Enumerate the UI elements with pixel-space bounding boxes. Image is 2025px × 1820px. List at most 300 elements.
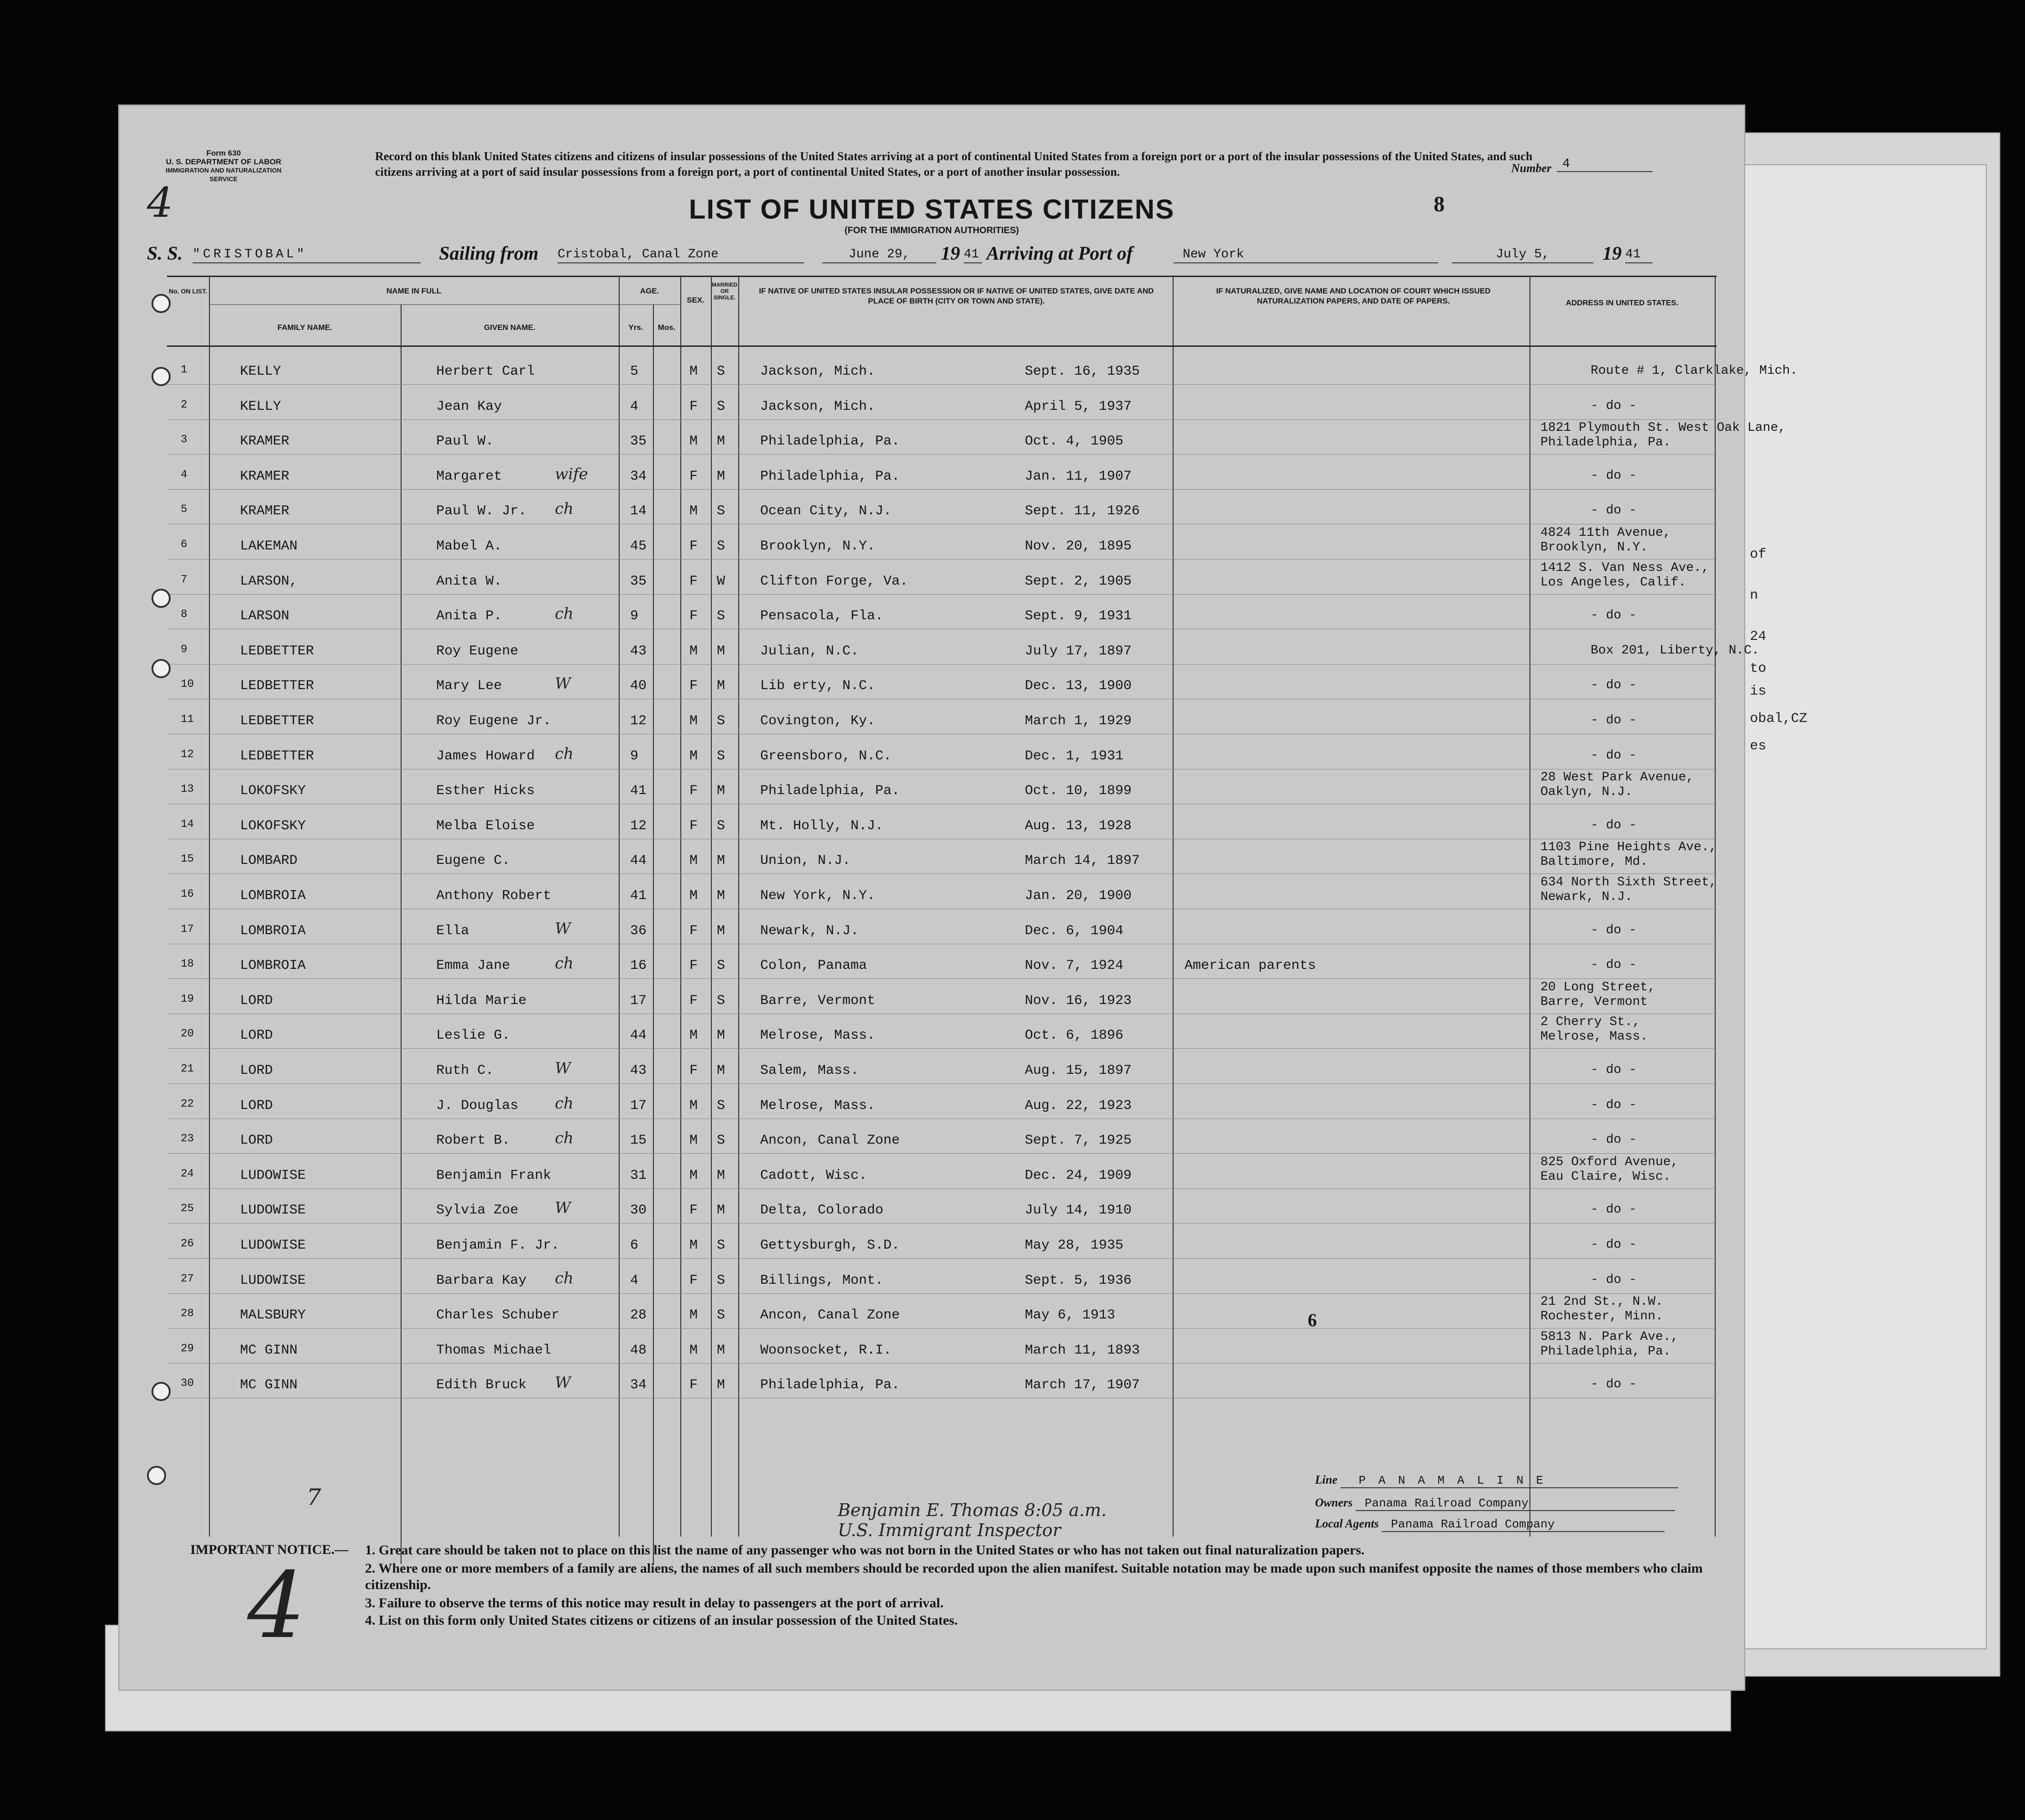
- notice-item-1: 1. Great care should be taken not to place on this list the name of any passenger who was not born in the United States or who has not taken out final naturalization papers.: [365, 1543, 1365, 1558]
- table-row: [167, 839, 1717, 874]
- birth-date: May 28, 1935: [1025, 1238, 1124, 1253]
- address: [1572, 1063, 1637, 1077]
- header-given: GIVEN NAME.: [484, 323, 536, 332]
- sex: M: [689, 434, 698, 450]
- age-years: 31: [630, 1167, 647, 1183]
- marital-status: M: [717, 1203, 725, 1219]
- sex: F: [689, 1377, 698, 1393]
- handwritten-note: ch: [555, 1269, 574, 1287]
- sex: F: [689, 1203, 698, 1219]
- sex: F: [689, 1063, 698, 1078]
- birth-place: Ancon, Canal Zone: [760, 1133, 900, 1149]
- page-title: LIST OF UNITED STATES CITIZENS: [689, 194, 1175, 225]
- marital-status: S: [717, 748, 725, 764]
- age-years: 16: [630, 958, 647, 974]
- marital-status: S: [717, 1098, 725, 1114]
- address: [1540, 1155, 1678, 1184]
- side-fragment: 24: [1750, 629, 1767, 644]
- big-handwritten-number: 4: [247, 1553, 306, 1659]
- given-name: Charles Schuber: [436, 1307, 560, 1323]
- marital-status: M: [717, 1167, 725, 1183]
- row-number: 18: [181, 958, 194, 971]
- address-line-1: 1412 S. Van Ness Ave.,: [1540, 560, 1709, 575]
- table-row: [167, 1189, 1717, 1224]
- birth-place: Colon, Panama: [760, 958, 867, 974]
- marital-status: S: [717, 503, 725, 519]
- family-name: KRAMER: [240, 434, 290, 450]
- address-line-1: - do -: [1591, 1272, 1637, 1287]
- address-line-1: - do -: [1591, 713, 1637, 727]
- agents-value: Panama Railroad Company: [1382, 1517, 1665, 1532]
- sailing-date: June 29,: [822, 247, 936, 263]
- arriving-label: Arriving at Port of: [986, 243, 1133, 264]
- arriving-year: 41: [1625, 247, 1653, 263]
- birth-date: July 14, 1910: [1025, 1203, 1132, 1219]
- table-row: [167, 1329, 1717, 1364]
- address-line-1: 634 North Sixth Street,: [1540, 875, 1717, 889]
- table-row: [167, 664, 1717, 699]
- address-line-1: 2 Cherry St.,: [1540, 1015, 1640, 1030]
- marital-status: M: [717, 434, 725, 450]
- family-name: LEDBETTER: [240, 643, 314, 659]
- age-years: 14: [630, 503, 647, 519]
- header-age: AGE.: [640, 287, 659, 295]
- age-years: 12: [630, 818, 647, 834]
- table-row: [167, 525, 1717, 560]
- age-years: 45: [630, 539, 647, 554]
- sex: F: [689, 678, 698, 694]
- address: [1572, 503, 1637, 518]
- address-line-1: - do -: [1591, 958, 1637, 973]
- birth-place: New York, N.Y.: [760, 888, 876, 904]
- marital-status: S: [717, 608, 725, 624]
- birth-date: Aug. 15, 1897: [1025, 1063, 1132, 1078]
- given-name: Hilda Marie: [436, 993, 527, 1009]
- handwritten-note: ch: [555, 1129, 574, 1148]
- birth-date: Sept. 11, 1926: [1025, 503, 1140, 519]
- address-line-1: Box 201, Liberty, N.C.: [1591, 643, 1759, 658]
- punch-hole: [147, 1466, 166, 1485]
- handwritten-note: W: [555, 1199, 571, 1218]
- address: [1572, 399, 1637, 413]
- age-years: 28: [630, 1307, 647, 1323]
- handwritten-note: wife: [555, 465, 588, 483]
- address-line-1: - do -: [1591, 678, 1637, 693]
- notice-item-3: 3. Failure to observe the terms of this notice may result in delay to passengers at the port of arrival.: [365, 1595, 944, 1611]
- given-name: Paul W.: [436, 434, 494, 450]
- birth-date: Aug. 22, 1923: [1025, 1098, 1132, 1114]
- arriving-year-prefix: 19: [1602, 243, 1622, 264]
- given-name: Sylvia Zoe: [436, 1203, 519, 1219]
- row-number: 21: [181, 1063, 194, 1075]
- address-line-1: - do -: [1591, 818, 1637, 832]
- sex: M: [689, 1167, 698, 1183]
- address: [1572, 923, 1637, 938]
- family-name: KRAMER: [240, 503, 290, 519]
- address: [1540, 980, 1655, 1009]
- age-years: 36: [630, 923, 647, 939]
- birth-place: Philadelphia, Pa.: [760, 1377, 900, 1393]
- birth-date: April 5, 1937: [1025, 398, 1132, 414]
- address-line-1: - do -: [1591, 503, 1637, 518]
- birth-place: Covington, Ky.: [760, 713, 876, 729]
- address: [1572, 1133, 1637, 1147]
- header-yrs: Yrs.: [628, 323, 643, 332]
- family-name: LORD: [240, 1028, 273, 1044]
- birth-date: Jan. 20, 1900: [1025, 888, 1132, 904]
- marital-status: M: [717, 1377, 725, 1393]
- birth-date: March 14, 1897: [1025, 853, 1140, 869]
- table-row: [167, 979, 1717, 1014]
- handwritten-note: ch: [555, 744, 574, 763]
- punch-hole: [151, 1382, 171, 1401]
- given-name: J. Douglas: [436, 1098, 519, 1114]
- address-line-1: - do -: [1591, 608, 1637, 623]
- row-number: 7: [181, 573, 188, 586]
- table-row: [167, 1259, 1717, 1294]
- given-name: Ruth C.: [436, 1063, 494, 1078]
- age-years: 5: [630, 364, 639, 379]
- row-number: 22: [181, 1098, 194, 1110]
- address-line-2: Eau Claire, Wisc.: [1540, 1169, 1671, 1184]
- header-naturalized: IF NATURALIZED, GIVE NAME AND LOCATION OF COURT WHICH ISSUED NATURALIZATION PAPERS, AND DATE OF PAPERS.: [1216, 287, 1491, 305]
- birth-place: Mt. Holly, N.J.: [760, 818, 884, 834]
- arriving-port: New York: [1174, 247, 1438, 263]
- header-name-in-full: NAME IN FULL: [386, 287, 441, 295]
- birth-place: Billings, Mont.: [760, 1272, 884, 1288]
- address-line-1: 28 West Park Avenue,: [1540, 770, 1694, 785]
- sex: F: [689, 818, 698, 834]
- punch-hole: [151, 294, 171, 313]
- family-name: LEDBETTER: [240, 748, 314, 764]
- given-name: Edith Bruck: [436, 1377, 527, 1393]
- table-row: [167, 805, 1717, 839]
- handwritten-note: ch: [555, 954, 574, 973]
- age-years: 9: [630, 608, 639, 624]
- marital-status: M: [717, 1063, 725, 1078]
- marital-status: M: [717, 468, 725, 484]
- marital-status: M: [717, 1342, 725, 1358]
- age-years: 44: [630, 1028, 647, 1044]
- table-row: [167, 1014, 1717, 1049]
- age-years: 15: [630, 1133, 647, 1149]
- birth-date: Oct. 6, 1896: [1025, 1028, 1124, 1044]
- birth-date: Dec. 6, 1904: [1025, 923, 1124, 939]
- table-row: [167, 769, 1717, 804]
- side-fragment: obal,CZ: [1750, 711, 1808, 727]
- side-fragment: es: [1750, 738, 1767, 754]
- handwritten-note: W: [555, 1059, 571, 1077]
- address: [1540, 770, 1694, 800]
- marital-status: M: [717, 923, 725, 939]
- sex: M: [689, 1238, 698, 1253]
- page-six-mark: 6: [1308, 1310, 1317, 1330]
- sex: M: [689, 364, 698, 379]
- row-number: 25: [181, 1203, 194, 1215]
- address-line-1: - do -: [1591, 748, 1637, 763]
- birth-date: Nov. 20, 1895: [1025, 539, 1132, 554]
- row-number: 10: [181, 678, 194, 691]
- header-no: No. ON LIST.: [169, 288, 207, 295]
- sex: M: [689, 1098, 698, 1114]
- birth-place: Greensboro, N.C.: [760, 748, 892, 764]
- sex: M: [689, 853, 698, 869]
- age-years: 9: [630, 748, 639, 764]
- family-name: MC GINN: [240, 1377, 298, 1393]
- header-birth: IF NATIVE OF UNITED STATES INSULAR POSSESSION OR IF NATIVE OF UNITED STATES, GIVE DATE AND PLACE OF BIRTH (CITY OR TOWN AND STATE).: [759, 287, 1154, 305]
- marital-status: S: [717, 818, 725, 834]
- sex: F: [689, 539, 698, 554]
- birth-date: March 11, 1893: [1025, 1342, 1140, 1358]
- age-years: 12: [630, 713, 647, 729]
- address-line-1: - do -: [1591, 1098, 1637, 1112]
- row-number: 15: [181, 853, 194, 866]
- row-number: 3: [181, 434, 188, 446]
- sex: F: [689, 608, 698, 624]
- sex: F: [689, 993, 698, 1009]
- address: [1572, 643, 1759, 658]
- sailing-label: Sailing from: [439, 243, 539, 264]
- row-number: 11: [181, 713, 194, 726]
- address-line-1: 1103 Pine Heights Ave.,: [1540, 840, 1717, 855]
- table-row: [167, 1364, 1717, 1398]
- given-name: Anthony Robert: [436, 888, 552, 904]
- side-handwritten-number: 4: [147, 179, 173, 227]
- address: [1572, 713, 1637, 728]
- family-name: LOMBARD: [240, 853, 298, 869]
- row-number: 20: [181, 1028, 194, 1041]
- sex: M: [689, 1133, 698, 1149]
- age-years: 4: [630, 398, 639, 414]
- age-years: 17: [630, 1098, 647, 1114]
- owners-info: Owners Panama Railroad Company: [1315, 1496, 1675, 1511]
- birth-place: Delta, Colorado: [760, 1203, 884, 1219]
- handwritten-note: ch: [555, 1094, 574, 1113]
- birth-place: Newark, N.J.: [760, 923, 859, 939]
- row-number: 16: [181, 888, 194, 900]
- page-subtitle: (FOR THE IMMIGRATION AUTHORITIES): [844, 225, 1019, 235]
- table-row: [167, 420, 1786, 455]
- birth-place: Brooklyn, N.Y.: [760, 539, 876, 554]
- given-name: Benjamin F. Jr.: [436, 1238, 560, 1253]
- address-line-2: Newark, N.J.: [1540, 890, 1633, 904]
- birth-place: Ancon, Canal Zone: [760, 1307, 900, 1323]
- given-name: Benjamin Frank: [436, 1167, 552, 1183]
- marital-status: W: [717, 573, 725, 589]
- age-years: 48: [630, 1342, 647, 1358]
- row-number: 13: [181, 783, 194, 796]
- birth-date: Sept. 16, 1935: [1025, 364, 1140, 379]
- address: [1540, 526, 1671, 555]
- agents-info: Local Agents Panama Railroad Company: [1315, 1517, 1665, 1532]
- given-name: Anita P.: [436, 608, 502, 624]
- address: [1540, 840, 1717, 869]
- line-info: Line P A N A M A L I N E: [1315, 1473, 1678, 1488]
- row-number: 29: [181, 1342, 194, 1355]
- birth-place: Gettysburgh, S.D.: [760, 1238, 900, 1253]
- sailing-from: Cristobal, Canal Zone: [558, 247, 804, 263]
- family-name: LARSON,: [240, 573, 298, 589]
- given-name: Mabel A.: [436, 539, 502, 554]
- family-name: LUDOWISE: [240, 1167, 306, 1183]
- marital-status: M: [717, 643, 725, 659]
- table-row: [167, 490, 1717, 524]
- family-name: KELLY: [240, 398, 282, 414]
- table-row: [167, 630, 1759, 664]
- address: [1540, 421, 1786, 450]
- age-years: 35: [630, 434, 647, 450]
- birth-date: March 17, 1907: [1025, 1377, 1140, 1393]
- marital-status: S: [717, 1238, 725, 1253]
- address: [1572, 818, 1637, 833]
- form-identifier: Form 630 U. S. DEPARTMENT OF LABOR IMMIGRATION AND NATURALIZATION SERVICE: [166, 149, 282, 183]
- given-name: Paul W. Jr.: [436, 503, 527, 519]
- family-name: MC GINN: [240, 1342, 298, 1358]
- address: [1572, 1377, 1637, 1392]
- birth-date: May 6, 1913: [1025, 1307, 1116, 1323]
- address-line-2: Barre, Vermont: [1540, 994, 1648, 1009]
- header-family: FAMILY NAME.: [277, 323, 332, 332]
- address-line-1: - do -: [1591, 468, 1637, 483]
- sex: M: [689, 1307, 698, 1323]
- sex: M: [689, 503, 698, 519]
- address-line-2: Oaklyn, N.J.: [1540, 785, 1633, 800]
- ss-label: S. S.: [147, 243, 183, 264]
- marital-status: M: [717, 1028, 725, 1044]
- underlying-sheet-2: [1729, 164, 1987, 1649]
- address: [1540, 1015, 1648, 1044]
- marital-status: M: [717, 678, 725, 694]
- handwritten-note: W: [555, 1374, 571, 1392]
- family-name: KELLY: [240, 364, 282, 379]
- marital-status: S: [717, 364, 725, 379]
- family-name: LORD: [240, 1133, 273, 1149]
- address-line-1: 1821 Plymouth St. West Oak Lane,: [1540, 421, 1786, 435]
- birth-place: Philadelphia, Pa.: [760, 434, 900, 450]
- address-line-1: Route # 1, Clarklake, Mich.: [1591, 364, 1798, 378]
- given-name: Thomas Michael: [436, 1342, 552, 1358]
- row-number: 8: [181, 608, 188, 621]
- row-number: 6: [181, 539, 188, 551]
- age-years: 41: [630, 783, 647, 799]
- marital-status: M: [717, 853, 725, 869]
- notice-item-2: 2. Where one or more members of a family are aliens, the names of all such members should be recorded upon the alien manifest. Suitable notation may be made upon such manifest opposite the names of those members who claim citizenship.: [365, 1561, 1703, 1592]
- given-name: Esther Hicks: [436, 783, 535, 799]
- sex: M: [689, 713, 698, 729]
- header-sex: SEX.: [687, 296, 705, 304]
- sex: F: [689, 958, 698, 974]
- age-years: 40: [630, 678, 647, 694]
- birth-date: March 1, 1929: [1025, 713, 1132, 729]
- birth-place: Jackson, Mich.: [760, 364, 876, 379]
- age-years: 41: [630, 888, 647, 904]
- address-line-2: Brooklyn, N.Y.: [1540, 540, 1648, 554]
- table-row: [167, 385, 1717, 420]
- given-name: James Howard: [436, 748, 535, 764]
- age-years: 43: [630, 643, 647, 659]
- address-line-1: 825 Oxford Avenue,: [1540, 1155, 1679, 1169]
- birth-date: Dec. 1, 1931: [1025, 748, 1124, 764]
- given-name: Mary Lee: [436, 678, 502, 694]
- birth-date: Jan. 11, 1907: [1025, 468, 1132, 484]
- age-years: 4: [630, 1272, 639, 1288]
- address-line-2: Philadelphia, Pa.: [1540, 1344, 1671, 1359]
- row-number: 17: [181, 923, 194, 936]
- age-years: 34: [630, 1377, 647, 1393]
- form-intro-text: Record on this blank United States citizens and citizens of insular possessions of the United States arriving at a port of continental United States from a foreign port or a port of the insular possessions of the United States, and such citizens arriving at a port of said insular possessions from a foreign port, a port of continental United States, or a port of another insular possession.: [375, 150, 1533, 178]
- page-number: 8: [1434, 192, 1445, 216]
- inspector-signature: Benjamin E. Thomas 8:05 a.m. U.S. Immigrant Inspector: [838, 1500, 1107, 1540]
- age-years: 35: [630, 573, 647, 589]
- family-name: LOMBROIA: [240, 923, 306, 939]
- family-name: LORD: [240, 1098, 273, 1114]
- side-fragment: is: [1750, 684, 1767, 699]
- handwritten-note: ch: [555, 605, 574, 623]
- birth-date: Nov. 7, 1924: [1025, 958, 1124, 974]
- birth-place: Pensacola, Fla.: [760, 608, 884, 624]
- address-line-2: Philadelphia, Pa.: [1540, 435, 1671, 450]
- address-line-1: 4824 11th Avenue,: [1540, 526, 1671, 540]
- row-number: 5: [181, 503, 188, 516]
- row-number: 27: [181, 1272, 194, 1285]
- punch-hole: [151, 659, 171, 678]
- family-name: LOMBROIA: [240, 888, 306, 904]
- row-number: 30: [181, 1377, 194, 1390]
- marital-status: S: [717, 958, 725, 974]
- sex: F: [689, 923, 698, 939]
- address-line-1: - do -: [1591, 1063, 1637, 1077]
- birth-place: Philadelphia, Pa.: [760, 468, 900, 484]
- address: [1540, 875, 1717, 905]
- sailing-year: 41: [964, 247, 982, 263]
- family-name: LOKOFSKY: [240, 818, 306, 834]
- family-name: LARSON: [240, 608, 290, 624]
- birth-date: Sept. 2, 1905: [1025, 573, 1132, 589]
- address-line-2: Baltimore, Md.: [1540, 855, 1648, 869]
- table-row: [167, 874, 1717, 909]
- sex: M: [689, 888, 698, 904]
- birth-place: Clifton Forge, Va.: [760, 573, 908, 589]
- given-name: Ella: [436, 923, 470, 939]
- birth-date: Sept. 5, 1936: [1025, 1272, 1132, 1288]
- table-row: [167, 910, 1717, 944]
- header-mos: Mos.: [658, 323, 676, 332]
- table-row: [167, 1224, 1717, 1259]
- sailing-year-prefix: 19: [941, 243, 960, 264]
- family-name: MALSBURY: [240, 1307, 306, 1323]
- birth-place: Cadott, Wisc.: [760, 1167, 867, 1183]
- given-name: Margaret: [436, 468, 502, 484]
- family-name: LORD: [240, 1063, 273, 1078]
- address: [1572, 678, 1637, 693]
- address: [1572, 1238, 1637, 1252]
- birth-date: Dec. 13, 1900: [1025, 678, 1132, 694]
- given-name: Emma Jane: [436, 958, 511, 974]
- birth-place: Woonsocket, R.I.: [760, 1342, 892, 1358]
- table-row: [167, 560, 1717, 595]
- marital-status: M: [717, 783, 725, 799]
- address-line-1: - do -: [1591, 1203, 1637, 1217]
- address: [1572, 608, 1637, 623]
- small-mark: 7: [307, 1484, 321, 1511]
- sex: F: [689, 783, 698, 799]
- sex: M: [689, 1028, 698, 1044]
- birth-date: Nov. 16, 1923: [1025, 993, 1132, 1009]
- address: [1572, 469, 1637, 483]
- sex: M: [689, 643, 698, 659]
- punch-hole: [151, 367, 171, 386]
- notice-item-4: 4. List on this form only United States citizens or citizens of an insular possession of the United States.: [365, 1613, 958, 1628]
